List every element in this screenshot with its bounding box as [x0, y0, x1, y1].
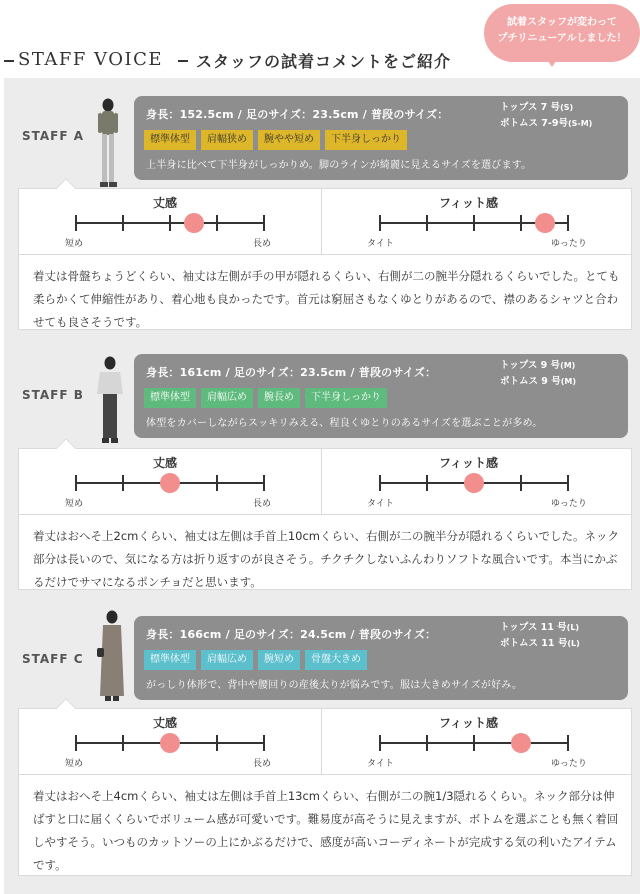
- staff-a-bottoms-size: (S-M): [567, 119, 593, 128]
- length-gauge-tick: [122, 215, 124, 231]
- fit-gauge-title: フィット感: [439, 196, 499, 210]
- staff-a-tops-size: (S): [560, 103, 574, 112]
- staff-b-photo: [92, 354, 128, 450]
- length-gauge-tick: [263, 475, 265, 491]
- length-gauge-tick: [216, 475, 218, 491]
- length-gauge-tick: [216, 215, 218, 231]
- staff-b-tops: トップス 9 号: [500, 360, 561, 371]
- staff-a-gauges: [19, 189, 631, 255]
- staff-a-sizes: [500, 100, 592, 132]
- staff-a-description: 上半身に比べて下半身がしっかりめ。脚のラインが綺麗に見えるサイズを選びます。: [146, 160, 532, 171]
- fit-gauge-tick: [426, 215, 428, 231]
- body-tag: 腕やや短め: [258, 130, 320, 150]
- gauge-divider: [321, 449, 322, 515]
- body-tag: 腕長め: [258, 388, 300, 408]
- body-tag: 腕短め: [258, 650, 300, 670]
- length-gauge-max-label: 長め: [253, 499, 272, 509]
- bubble-line-2: プチリニューアルしました！: [497, 33, 627, 44]
- staff-b-sizes: [500, 358, 576, 390]
- body-tag: 肩幅狭め: [201, 130, 253, 150]
- fit-gauge-tick: [379, 735, 381, 751]
- length-gauge-tick: [263, 215, 265, 231]
- staff-a-comment: 着丈は骨盤ちょうどくらい、袖丈は左側が手の甲が隠れるくらい、右側が二の腕半分隠れるくらいでした。とても柔らかくて伸縮性があり、着心地も良かったです。首元は窮屈さもなくゆとりがあるので、襟のあるシャツと合わせても良さそうです。: [33, 269, 620, 329]
- fit-gauge-tick: [379, 215, 381, 231]
- body-tag: 肩幅広め: [201, 650, 253, 670]
- fit-gauge-tick: [520, 215, 522, 231]
- staff-c-bottoms-size: (L): [567, 639, 580, 648]
- staff-b-measurements: 身長：161cm / 足のサイズ：23.5cm / 普段のサイズ：: [146, 366, 437, 379]
- length-gauge-title: 丈感: [153, 196, 178, 210]
- body-tag: 骨盤大きめ: [305, 650, 367, 670]
- staff-c-tops-size: (L): [566, 623, 580, 632]
- staff-c-review-card: [18, 708, 632, 876]
- fit-gauge-tick: [473, 735, 475, 751]
- gauge-divider: [321, 189, 322, 255]
- fit-gauge-tick: [379, 475, 381, 491]
- staff-b-info-box: [134, 354, 628, 438]
- length-gauge-title: 丈感: [153, 716, 178, 730]
- length-gauge-tick: [169, 215, 171, 231]
- header-dash: [178, 60, 188, 62]
- fit-gauge-title: フィット感: [439, 456, 499, 470]
- length-gauge-tick: [122, 475, 124, 491]
- bubble-tail: [546, 58, 558, 67]
- header-title-ja: スタッフの試着コメントをご紹介: [196, 52, 452, 71]
- fit-gauge-min-label: タイト: [367, 499, 394, 509]
- staff-a-label: STAFF A: [22, 129, 85, 143]
- length-gauge-tick: [75, 735, 77, 751]
- fit-gauge-min-label: タイト: [367, 239, 394, 249]
- length-gauge-marker: [184, 213, 204, 233]
- fit-gauge-tick: [473, 215, 475, 231]
- staff-a-measurements: 身長：152.5cm / 足のサイズ：23.5cm / 普段のサイズ：: [146, 108, 449, 121]
- length-gauge-min-label: 短め: [65, 499, 84, 509]
- staff-b-gauges: [19, 449, 631, 515]
- staff-a-bottoms: ボトムス 7-9号: [500, 118, 568, 129]
- staff-a-review-card: [18, 188, 632, 330]
- body-tag: 標準体型: [144, 130, 196, 150]
- staff-c-comment: 着丈はおへそ上4cmくらい、袖丈は左側は手首上13cmくらい、右側が二の腕1/3隠れるくらい。ネック部分は伸ばすと口に届くくらいでボリューム感が可愛いです。難易度が高そうに見えますが、ボトムを選ぶことも無く着回しやすそう。いつものカットソーの上にかぶるだけで、感度が高いコーディネートが完成する気の利いたアイテムです。: [33, 789, 619, 872]
- staff-c-tops: トップス 11 号: [500, 622, 567, 633]
- fit-gauge-marker: [464, 473, 484, 493]
- staff-a-tops: トップス 7 号: [500, 102, 561, 113]
- staff-c-tags: [144, 647, 372, 667]
- staff-c-sizes: [500, 620, 580, 652]
- fit-gauge-min-label: タイト: [367, 759, 394, 769]
- staff-b-bottoms: ボトムス 9 号: [500, 376, 561, 387]
- fit-gauge-title: フィット感: [439, 716, 499, 730]
- staff-b-bottoms-size: (M): [560, 377, 577, 386]
- staff-a-photo: [90, 96, 126, 192]
- staff-c-photo: [94, 608, 130, 704]
- length-gauge-marker: [160, 733, 180, 753]
- body-tag: 標準体型: [144, 650, 196, 670]
- length-gauge-tick: [75, 475, 77, 491]
- length-gauge-tick: [263, 735, 265, 751]
- fit-gauge-tick: [426, 735, 428, 751]
- fit-gauge-max-label: ゆったり: [551, 759, 587, 769]
- body-tag: 標準体型: [144, 388, 196, 408]
- length-gauge-max-label: 長め: [253, 759, 272, 769]
- header-dash: [4, 60, 14, 62]
- staff-b-description: 体型をカバーしながらスッキリみえる、程良くゆとりのあるサイズを選ぶことが多め。: [146, 418, 543, 429]
- staff-a-tags: [144, 127, 412, 147]
- length-gauge-marker: [160, 473, 180, 493]
- length-gauge-min-label: 短め: [65, 239, 84, 249]
- length-gauge-tick: [216, 735, 218, 751]
- staff-a-info-box: [134, 96, 628, 180]
- fit-gauge-tick: [567, 475, 569, 491]
- staff-c-gauges: [19, 709, 631, 775]
- staff-c-description: がっしり体形で、背中や腰回りの産後太りが悩みです。服は大きめサイズが好み。: [146, 680, 523, 691]
- fit-gauge-tick: [567, 215, 569, 231]
- staff-b-tops-size: (M): [560, 361, 576, 370]
- fit-gauge-tick: [567, 735, 569, 751]
- staff-b-review-card: [18, 448, 632, 590]
- fit-gauge-tick: [426, 475, 428, 491]
- body-tag: 肩幅広め: [201, 388, 253, 408]
- length-gauge-min-label: 短め: [65, 759, 84, 769]
- fit-gauge-max-label: ゆったり: [551, 239, 587, 249]
- length-gauge-title: 丈感: [153, 456, 178, 470]
- length-gauge-tick: [75, 215, 77, 231]
- staff-c-measurements: 身長：166cm / 足のサイズ：24.5cm / 普段のサイズ：: [146, 628, 437, 641]
- staff-voice-panel: [4, 78, 640, 894]
- staff-c-bottoms: ボトムス 11 号: [500, 638, 568, 649]
- body-tag: 下半身しっかり: [305, 388, 387, 408]
- fit-gauge-marker: [535, 213, 555, 233]
- fit-gauge-marker: [511, 733, 531, 753]
- staff-c-label: STAFF C: [22, 652, 84, 666]
- header-title-en: STAFF VOICE: [18, 49, 164, 70]
- staff-c-info-box: [134, 616, 628, 700]
- fit-gauge-max-label: ゆったり: [551, 499, 587, 509]
- renewal-speech-bubble: [484, 4, 640, 62]
- body-tag: 下半身しっかり: [325, 130, 407, 150]
- length-gauge-tick: [122, 735, 124, 751]
- bubble-line-1: 試着スタッフが変わって: [507, 17, 617, 28]
- staff-b-label: STAFF B: [22, 388, 84, 402]
- staff-b-tags: [144, 385, 392, 405]
- fit-gauge-tick: [520, 475, 522, 491]
- length-gauge-max-label: 長め: [253, 239, 272, 249]
- gauge-divider: [321, 709, 322, 775]
- staff-b-comment: 着丈はおへそ上2cmくらい、袖丈は左側は手首上10cmくらい、右側が二の腕半分が隠れるくらいでした。ネック部分は長いので、気になる方は折り返すのが良さそう。チクチクしないふんわりソフトな風合いです。本当にかぶるだけでサマになるポンチョだと思います。: [33, 529, 619, 589]
